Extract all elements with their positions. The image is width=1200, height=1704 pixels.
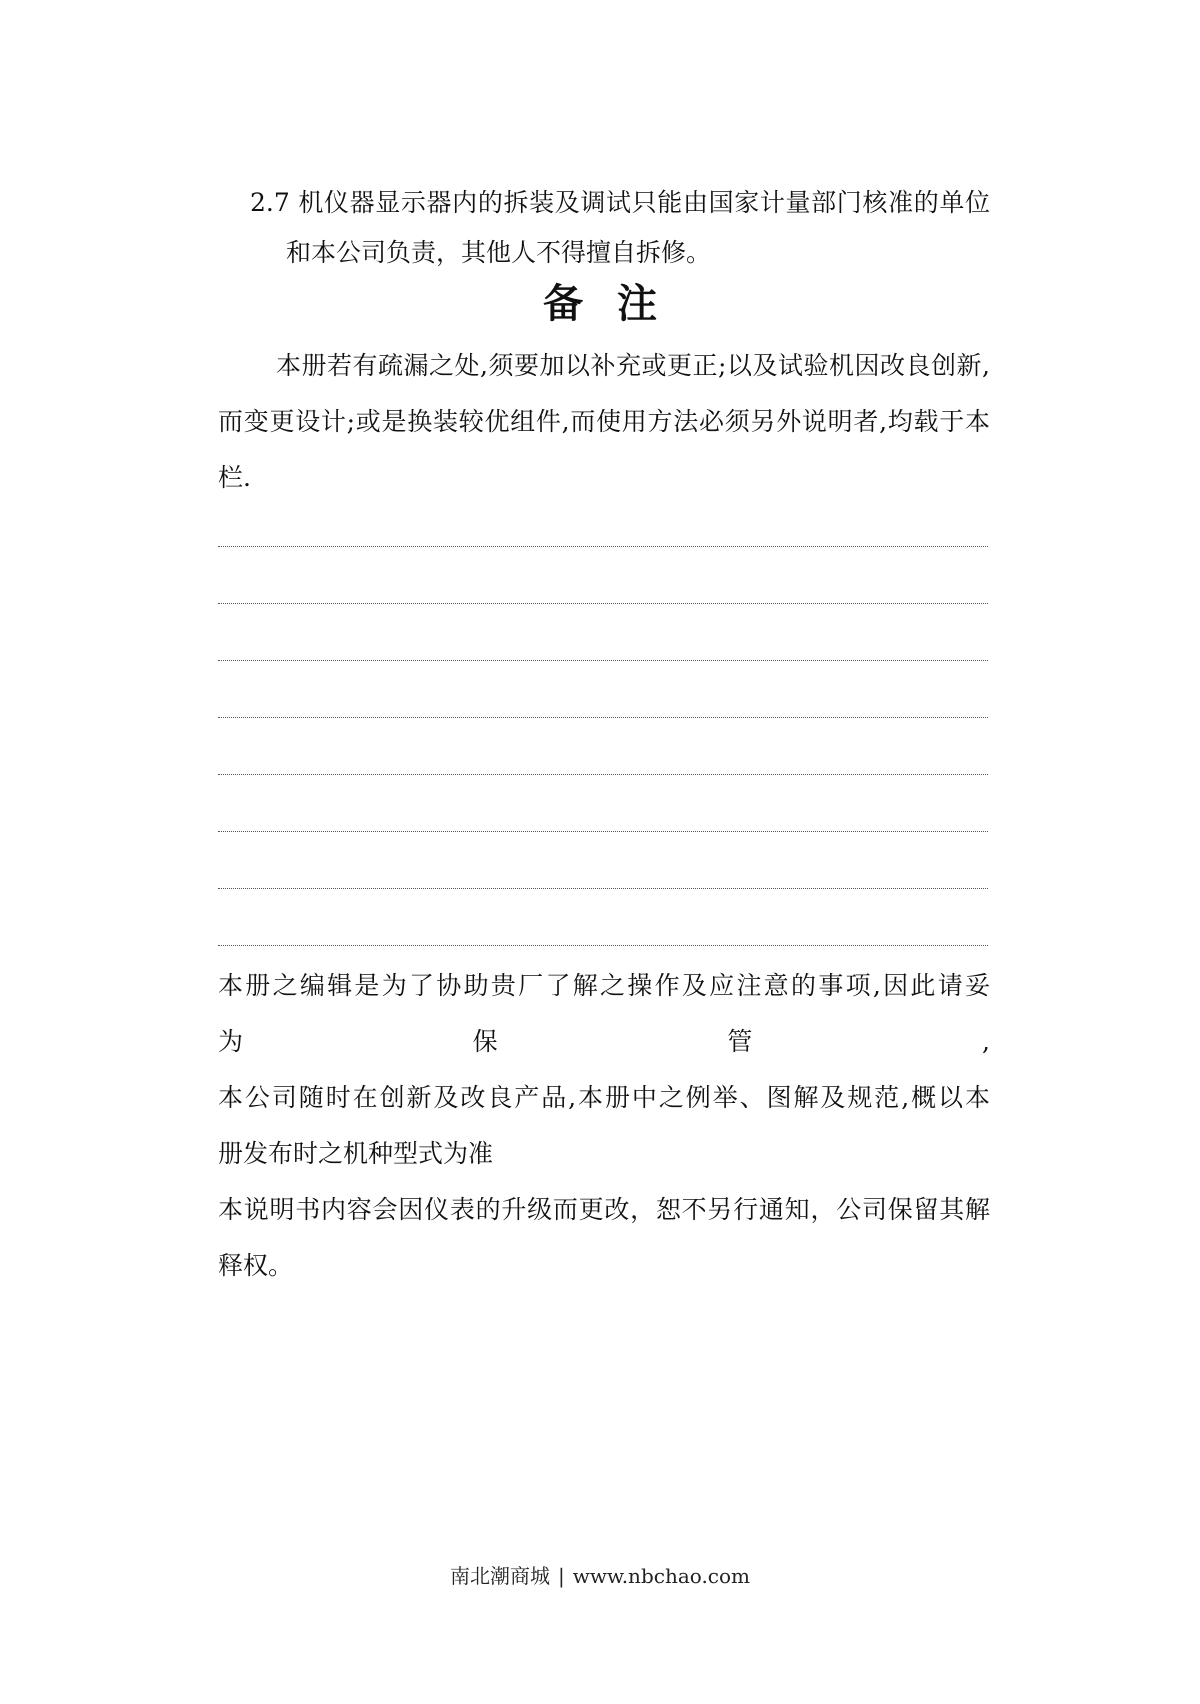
closing-line-3: 本公司随时在创新及改良产品,本册中之例举、图解及规范,概以本 (218, 1083, 990, 1112)
closing-word: 管 (727, 1027, 753, 1056)
dotted-rule (218, 888, 988, 889)
dotted-rule (218, 603, 988, 604)
notes-intro-line-1: 本册若有疏漏之处,须要加以补充或更正;以及试验机因改良创新, (276, 351, 990, 380)
closing-word: 为 (218, 1027, 244, 1056)
notes-intro-line-3: 栏. (218, 463, 251, 492)
dotted-rule (218, 774, 988, 775)
notes-writing-lines (218, 546, 988, 1002)
dotted-rule (218, 546, 988, 547)
section-2-7-line-2: 和本公司负责，其他人不得擅自拆修。 (286, 238, 712, 267)
dotted-rule (218, 660, 988, 661)
closing-line-6: 释权。 (218, 1251, 294, 1280)
closing-word: 保 (472, 1027, 498, 1056)
notes-intro-line-2: 而变更设计;或是换装较优组件,而使用方法必须另外说明者,均载于本 (218, 407, 990, 436)
section-2-7-line-1: 2.7 机仪器显示器内的拆装及调试只能由国家计量部门核准的单位 (250, 188, 990, 217)
footer-site-name: 南北潮商城 (449, 1564, 550, 1588)
closing-line-2 (218, 1014, 990, 1070)
closing-word: , (982, 1027, 990, 1056)
dotted-rule (218, 717, 988, 718)
closing-line-4: 册发布时之机种型式为准 (218, 1139, 494, 1168)
closing-paragraph (218, 958, 990, 1294)
dotted-rule (218, 945, 988, 946)
dotted-rule (218, 831, 988, 832)
page-footer (0, 1562, 1200, 1590)
notes-title: 备注 (543, 280, 691, 327)
footer-url-link[interactable]: www.nbchao.com (572, 1564, 751, 1588)
closing-line-1: 本册之编辑是为了协助贵厂了解之操作及应注意的事项,因此请妥 (218, 971, 990, 1000)
footer-separator: | (557, 1564, 565, 1588)
closing-line-5: 本说明书内容会因仪表的升级而更改，恕不另行通知，公司保留其解 (218, 1195, 990, 1224)
notes-intro-paragraph (218, 338, 990, 506)
